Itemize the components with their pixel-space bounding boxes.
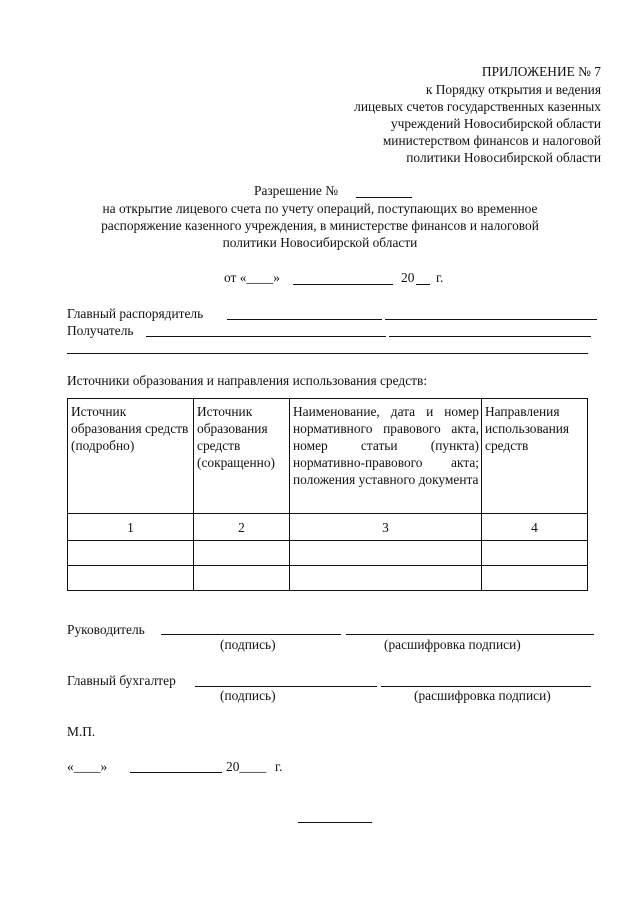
- closing-separator-line: [298, 822, 372, 823]
- table-number-cell: 4: [482, 514, 588, 541]
- appendix-title: ПРИЛОЖЕНИЕ № 7: [481, 64, 601, 79]
- accountant-signature-line: [195, 686, 377, 687]
- recipient-line: [146, 336, 386, 337]
- table-header-cell: Наименование, дата и номер нормативного правового акта, номер статьи (пункта) нормативно-правового акта; положения уставного документа: [290, 399, 482, 514]
- table-number-row: [68, 514, 588, 541]
- table-number-cell: 3: [290, 514, 482, 541]
- table-header-cell: Источник образования средств (сокращенно): [194, 399, 290, 514]
- appendix-line: лицевых счетов государственных казенных: [354, 99, 601, 114]
- table-cell: [68, 541, 194, 566]
- table-cell: [482, 541, 588, 566]
- sources-table: [67, 398, 588, 591]
- appendix-line: политики Новосибирской области: [406, 150, 601, 165]
- permit-date-year: 20: [401, 270, 415, 285]
- table-cell: [290, 566, 482, 591]
- table-cell: [290, 541, 482, 566]
- footer-date-year: 20____: [226, 759, 267, 774]
- footer-date-month-line: [130, 772, 222, 773]
- extra-line: [67, 353, 588, 354]
- head-label: Руководитель: [67, 622, 145, 637]
- table-cell: [482, 566, 588, 591]
- permit-date-month-line: [293, 284, 393, 285]
- table-number-cell: 2: [194, 514, 290, 541]
- table-header-row: [68, 399, 588, 514]
- main-manager-line-2: [385, 319, 597, 320]
- table-cell: [194, 541, 290, 566]
- footer-date-prefix: «____»: [67, 759, 108, 774]
- stamp-label: М.П.: [67, 724, 96, 739]
- recipient-label: Получатель: [67, 323, 134, 338]
- permit-number-line: [356, 197, 412, 198]
- accountant-signature-caption: (подпись): [220, 688, 276, 703]
- table-cell: [194, 566, 290, 591]
- permit-subtitle-line: политики Новосибирской области: [222, 235, 418, 250]
- table-cell: [68, 566, 194, 591]
- sources-heading: Источники образования и направления использования средств:: [67, 373, 428, 388]
- table-row: [68, 566, 588, 591]
- chief-accountant-label: Главный бухгалтер: [67, 673, 176, 688]
- permit-subtitle-line: на открытие лицевого счета по учету операций, поступающих во временное: [102, 201, 538, 216]
- head-decoding-line: [346, 634, 594, 635]
- head-signature-line: [161, 634, 341, 635]
- accountant-decoding-line: [381, 686, 591, 687]
- permit-subtitle-line: распоряжение казенного учреждения, в министерстве финансов и налоговой: [101, 218, 539, 233]
- table-header-cell: Источник образования средств (подробно): [68, 399, 194, 514]
- head-signature-caption: (подпись): [220, 637, 276, 652]
- head-decoding-caption: (расшифровка подписи): [384, 637, 521, 652]
- recipient-line-2: [389, 336, 591, 337]
- table-row: [68, 541, 588, 566]
- appendix-line: министерством финансов и налоговой: [382, 133, 601, 148]
- permit-date-year-line: [416, 284, 430, 285]
- main-manager-line: [227, 319, 382, 320]
- footer-date-suffix: г.: [275, 759, 283, 774]
- permit-title: Разрешение №: [254, 183, 338, 198]
- table-number-cell: 1: [68, 514, 194, 541]
- permit-date-suffix: г.: [436, 270, 444, 285]
- accountant-decoding-caption: (расшифровка подписи): [414, 688, 551, 703]
- main-manager-label: Главный распорядитель: [67, 306, 204, 321]
- appendix-line: учреждений Новосибирской области: [390, 116, 601, 131]
- appendix-line: к Порядку открытия и ведения: [425, 82, 601, 97]
- permit-date-prefix: от «____»: [224, 270, 280, 285]
- table-header-cell: Направления использования средств: [482, 399, 588, 514]
